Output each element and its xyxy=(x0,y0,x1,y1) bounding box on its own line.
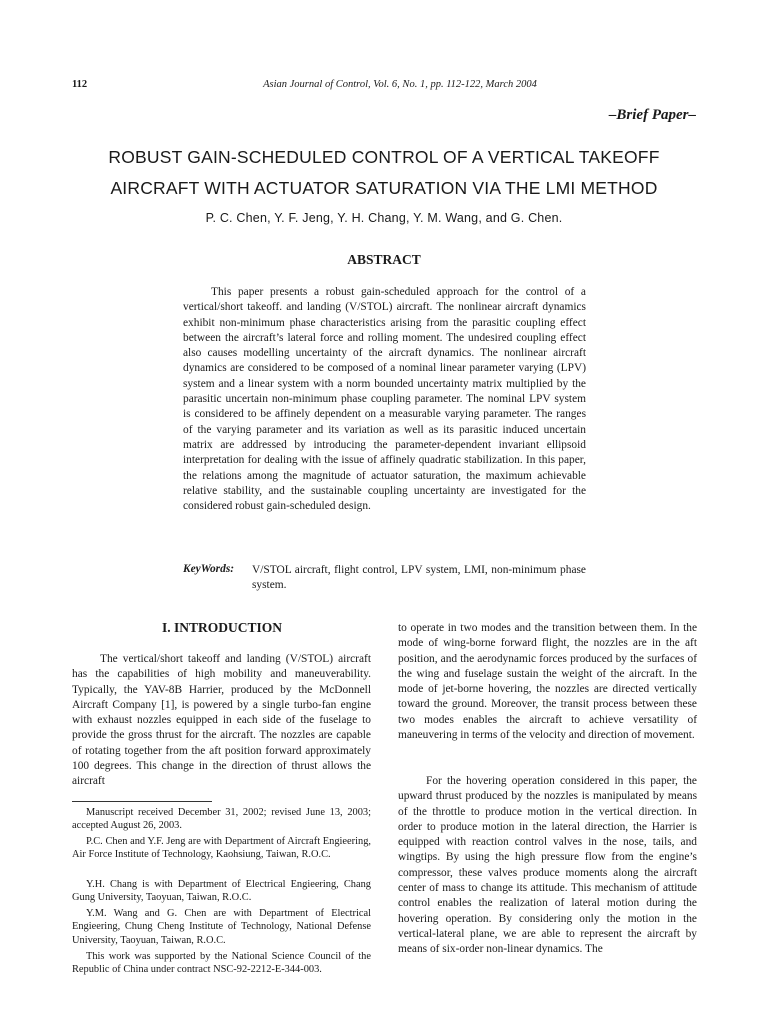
page-number: 112 xyxy=(72,79,88,90)
footnote-received: Manuscript received December 31, 2002; revised June 13, 2003; accepted August 26, 2003. xyxy=(72,807,371,832)
intro-paragraph-right-2: For the hovering operation considered in this paper, the upward thrust produced by the nozzles is manipulated by means of the throttle to produce motion in the vertical direction. In order to produce motion in the lateral direction, the Harrier is equipped with reaction control valves in the nose, tails, and wingtips. By using the high pressure flow from the engine’s compressor, these valves produce moments along the aircraft center of mass to change its attitude. This mechanism of attitude control enables the realization of lateral motion during the hovering operation. By considering only the motion in the vertical-lateral plane, we are able to represent the aircraft by means of six-order non-linear dynamics. The xyxy=(398,775,697,956)
footnote-divider xyxy=(72,801,212,802)
intro-paragraph-left: The vertical/short takeoff and landing (V/STOL) aircraft has the capabilities of high mobility and maneuverability. Typically, the YAV-8B Harrier, produced by the McDonnell Aircraft Company [1], is powered by a single turbo-fan engine with exhaust nozzles equipped in each side of the fuselage to provide the gross thrust for the aircraft. The nozzles are capable of rotating together from the aft position forward approximately 100 degrees. This change in the direction of thrust allows the aircraft xyxy=(72,653,371,788)
paper-title xyxy=(40,142,728,204)
abstract-text: This paper presents a robust gain-scheduled approach for the control of a vertical/short takeoff. and landing (V/STOL) aircraft. The nonlinear aircraft dynamics exhibit non-minimum phase characteristics arising from the parasitic coupling effect between the aircraft’s lateral force and rolling moment. The undesired coupling effect also causes modelling uncertainty of the aircraft dynamics. The nonlinear aircraft dynamics are considered to be composed of a nominal linear parameter varying (LPV) system and a linear system with a norm bounded uncertainty matrix multiplied by the parasitic uncertain non-minimum phase coupling parameter. The nominal LPV system is considered to be affinely dependent on a measurable varying parameter. The ranges of the varying parameter and its variation as well as its parasitic induced uncertain matrix are addressed by introducing the parameter-dependent invariant ellipsoid interpretation for dealing with the issue of affinely quadratic stabilization. In this paper, the relations among the magnitude of actuator saturation, the maximum achievable relative stability, and the sustainable coupling uncertainty are investigated for the considered robust gain-scheduled design. xyxy=(183,286,586,513)
running-head: Asian Journal of Control, Vol. 6, No. 1, pp. 112-122, March 2004 xyxy=(263,79,537,90)
footnote-affiliation-3: Y.M. Wang and G. Chen are with Department of Electrical Engieering, Chung Cheng Institute of Technology, National Defense University, Taoyuan, Taiwan, R.O.C. xyxy=(72,908,371,946)
author-list: P. C. Chen, Y. F. Jeng, Y. H. Chang, Y. M. Wang, and G. Chen. xyxy=(205,211,563,225)
paper-type-label: –Brief Paper– xyxy=(608,107,696,123)
intro-paragraph-right-1: to operate in two modes and the transition between them. In the mode of wing-borne forward flight, the nozzles are in the aft position, and the aerodynamic forces produced by the surfaces of the wing and fuselage sustain the weight of the aircraft. In the mode of jet-borne hovering, the nozzles are directed vertically toward the ground. Moreover, the transit process between these two modes enables the aircraft to achieve versatility of maneuvering in terms of the velocity and direction of movement. xyxy=(398,622,697,742)
section-heading-introduction: I. INTRODUCTION xyxy=(161,620,283,635)
title-line-1: ROBUST GAIN-SCHEDULED CONTROL OF A VERTICAL TAKEOFF xyxy=(108,147,660,167)
keywords-label: KeyWords: xyxy=(183,563,235,575)
footnote-affiliation-2: Y.H. Chang is with Department of Electrical Engieering, Chang Gung University, Taoyuan, Taiwan, R.O.C. xyxy=(72,879,371,904)
title-line-2: AIRCRAFT WITH ACTUATOR SATURATION VIA THE LMI METHOD xyxy=(110,178,658,198)
abstract-heading: ABSTRACT xyxy=(347,252,421,267)
keywords-text: V/STOL aircraft, flight control, LPV system, LMI, non-minimum phase system. xyxy=(252,564,586,592)
footnote-affiliation-1: P.C. Chen and Y.F. Jeng are with Department of Aircraft Engieering, Air Force Institute of Technology, Kaohsiung, Taiwan, R.O.C. xyxy=(72,836,371,861)
footnote-funding: This work was supported by the National Science Council of the Republic of China under contract NSC-92-2212-E-344-003. xyxy=(72,951,371,976)
